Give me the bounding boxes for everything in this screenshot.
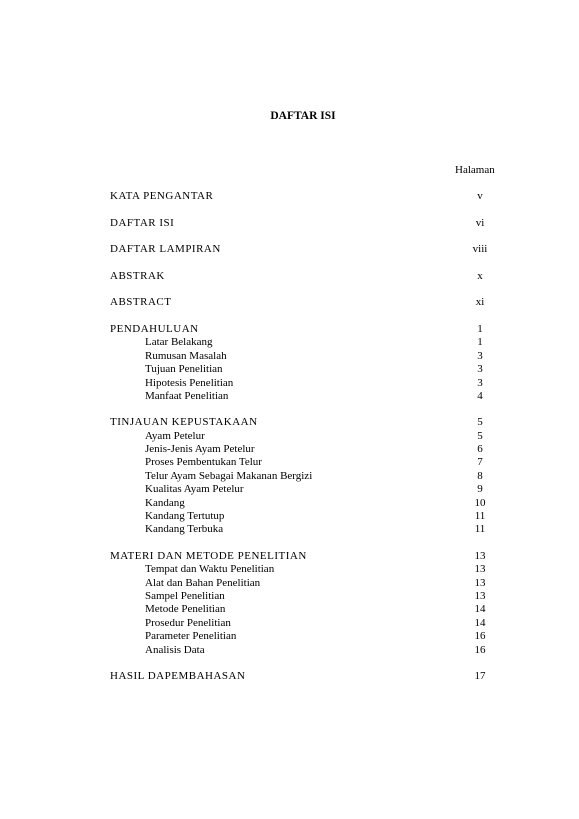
- sub-entry: [110, 603, 490, 616]
- sub-entry-page: 16: [474, 643, 486, 656]
- document-title: DAFTAR ISI: [270, 110, 336, 122]
- toc-entry-page: xi: [475, 296, 485, 309]
- sub-entry-label: Manfaat Penelitian: [145, 389, 229, 402]
- sub-entry: [110, 363, 490, 376]
- chapter-page: 13: [474, 549, 486, 562]
- toc-entry-label: ABSTRACT: [110, 296, 172, 309]
- sub-entry-page: 16: [474, 630, 486, 643]
- sub-entry-page: 10: [474, 496, 486, 509]
- toc-entry-label: ABSTRAK: [110, 269, 165, 282]
- sub-entry-page: 7: [477, 456, 483, 469]
- chapter-section: [110, 550, 490, 657]
- sub-entry: [110, 617, 490, 630]
- toc-entry-label: DAFTAR ISI: [110, 216, 175, 229]
- chapter-heading: [110, 416, 490, 429]
- toc-entry: [110, 296, 490, 323]
- sub-entry-label: Metode Penelitian: [145, 603, 226, 616]
- toc-entry-label: KATA PENGANTAR: [110, 190, 214, 202]
- sub-entry-label: Ayam Petelur: [145, 429, 205, 442]
- chapter-heading: [110, 670, 490, 683]
- sub-entry: [110, 470, 490, 483]
- sub-entry-label: Tujuan Penelitian: [145, 363, 223, 376]
- toc-entry: [110, 243, 490, 270]
- sub-entry-label: Rumusan Masalah: [145, 349, 227, 362]
- chapter-page: 17: [474, 669, 486, 682]
- sub-entry-page: 3: [477, 349, 483, 362]
- sub-entry: [110, 350, 490, 363]
- sub-entry-page: 13: [474, 576, 486, 589]
- sub-entry-page: 13: [474, 590, 486, 602]
- sub-entry-label: Prosedur Penelitian: [145, 616, 231, 629]
- sub-entry: [110, 390, 490, 403]
- sub-entry-label: Sampel Penelitian: [145, 590, 225, 602]
- sub-entry: [110, 377, 490, 390]
- sub-entry-label: Telur Ayam Sebagai Makanan Bergizi: [145, 469, 313, 482]
- sub-entry-page: 9: [477, 483, 483, 496]
- sub-entry-label: Proses Pembentukan Telur: [145, 456, 262, 469]
- front-matter-list: [110, 190, 490, 323]
- toc-entry-page: x: [477, 269, 483, 282]
- chapter-label: HASIL DAPEMBAHASAN: [110, 669, 246, 682]
- toc-entry-page: v: [477, 190, 483, 202]
- chapter-heading: [110, 550, 490, 563]
- sub-entry-page: 8: [477, 469, 483, 482]
- sub-entry-label: Kualitas Ayam Petelur: [145, 483, 244, 496]
- sub-entry: [110, 510, 490, 523]
- sub-entry-label: Tempat dan Waktu Penelitian: [145, 563, 275, 576]
- sub-entry: [110, 456, 490, 469]
- sub-entry-label: Analisis Data: [145, 643, 205, 656]
- chapter-label: PENDAHULUAN: [110, 322, 199, 335]
- sub-entry: [110, 630, 490, 643]
- sub-entry-page: 4: [477, 389, 483, 402]
- page-column-header: Halaman: [455, 164, 495, 176]
- sub-entry-label: Hipotesis Penelitian: [145, 376, 234, 389]
- chapter-section: [110, 416, 490, 537]
- sub-entry: [110, 483, 490, 496]
- chapter-heading: [110, 323, 490, 336]
- sub-entry: [110, 577, 490, 590]
- sub-entry: [110, 430, 490, 443]
- sub-entry-page: 14: [474, 616, 486, 629]
- sub-entry: [110, 336, 490, 349]
- chapter-label: TINJAUAN KEPUSTAKAAN: [110, 416, 258, 429]
- chapter-page: 5: [477, 416, 483, 429]
- sub-entry: [110, 644, 490, 657]
- sub-entry-label: Latar Belakang: [145, 336, 213, 349]
- toc-entry-page: viii: [472, 243, 488, 256]
- sub-entry-page: 6: [477, 443, 483, 456]
- toc-entry-page: vi: [475, 216, 485, 229]
- sub-entry-page: 13: [474, 563, 486, 576]
- sub-entry-page: 11: [474, 510, 486, 523]
- sub-entry: [110, 497, 490, 510]
- sub-entry: [110, 523, 490, 536]
- sub-entry-page: 14: [474, 603, 486, 616]
- sub-entry-page: 3: [477, 363, 483, 376]
- sub-entry-label: Parameter Penelitian: [145, 630, 237, 643]
- chapter-section: [110, 670, 490, 683]
- table-of-contents: [110, 190, 490, 696]
- sub-entry-page: 1: [477, 336, 483, 349]
- sub-entry: [110, 563, 490, 576]
- toc-entry: [110, 217, 490, 244]
- toc-entry: [110, 190, 490, 217]
- sub-entry-label: Alat dan Bahan Penelitian: [145, 576, 261, 589]
- toc-entry: [110, 270, 490, 297]
- sub-entry-label: Kandang Terbuka: [145, 523, 224, 536]
- sub-entry-label: Kandang Tertutup: [145, 510, 225, 523]
- chapter-page: 1: [477, 322, 483, 335]
- sub-entry-page: 11: [474, 523, 486, 536]
- sub-entry-page: 5: [477, 429, 483, 442]
- chapter-label: MATERI DAN METODE PENELITIAN: [110, 549, 307, 562]
- sub-entry-page: 3: [477, 376, 483, 389]
- sub-entry-label: Jenis-Jenis Ayam Petelur: [145, 443, 255, 456]
- sub-entry: [110, 590, 490, 603]
- toc-entry-label: DAFTAR LAMPIRAN: [110, 243, 221, 256]
- sub-entry-label: Kandang: [145, 496, 185, 509]
- sub-entry: [110, 443, 490, 456]
- chapter-section: [110, 323, 490, 403]
